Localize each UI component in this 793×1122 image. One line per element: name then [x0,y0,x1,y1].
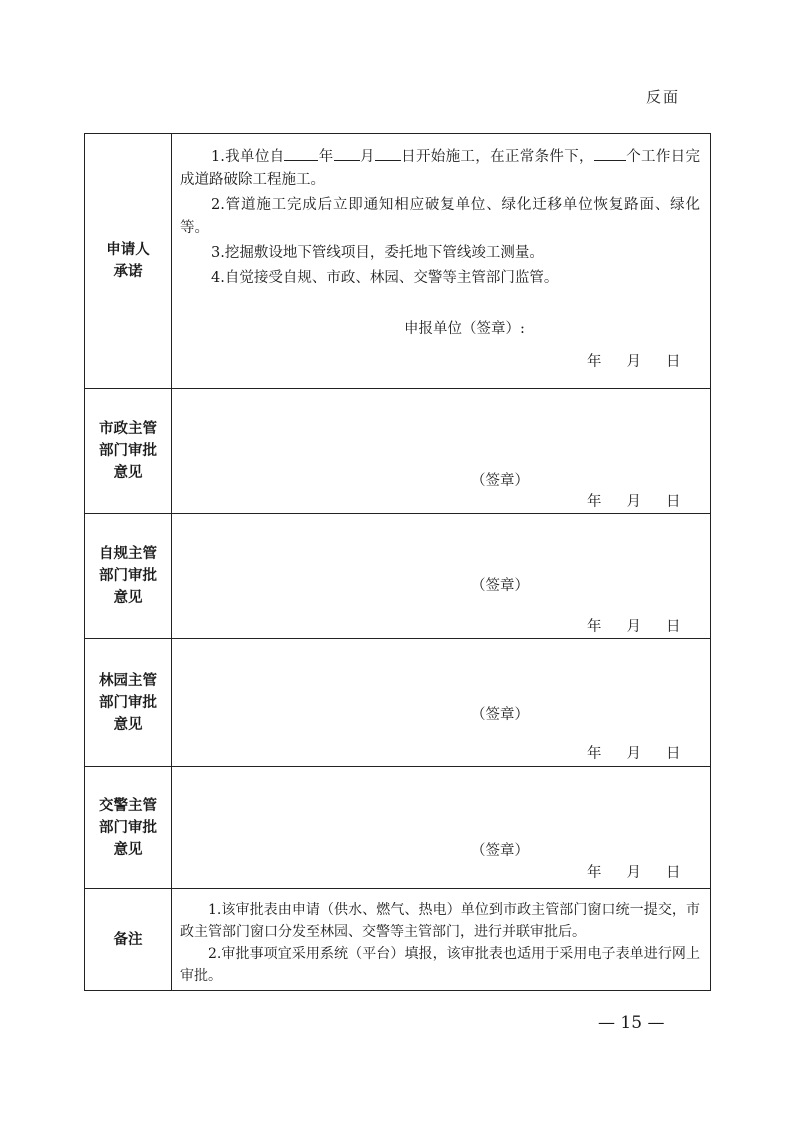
stamp-placeholder: （签章） [471,473,529,489]
date-year: 年 [587,494,602,510]
date-day: 日 [666,619,681,635]
row-applicant-commitment [85,134,711,389]
commitment-clause-2: 2.管道施工完成后立即通知相应破复单位、绿化迁移单位恢复路面、绿化等。 [180,197,700,236]
row-traffic-approval [85,767,711,889]
commitment-clause-1 [180,145,700,192]
row-remarks [85,889,711,991]
label-line: 部门审批 [99,568,157,584]
municipal-approval-content[interactable] [172,389,711,514]
remark-note-2: 2.审批事项宜采用系统（平台）填报，该审批表也适用于采用电子表单进行网上审批。 [180,946,700,984]
forestry-approval-content[interactable] [172,639,711,767]
clause-text: 日开始施工，在正常条件下， [400,149,594,165]
date-month: 月 [626,746,641,762]
approval-form-table [84,133,711,991]
row-planning-approval [85,514,711,639]
remarks-content [172,889,711,991]
blank-start-month[interactable] [334,145,360,161]
label-line: 意见 [113,841,143,858]
blank-start-day[interactable] [375,145,401,161]
planning-approval-content[interactable] [172,514,711,639]
date-year: 年 [587,354,602,370]
date-day: 日 [666,865,681,881]
label-line: 林园主管 [99,672,157,689]
planning-date-line [587,615,681,636]
label-line: 自规主管 [99,546,157,562]
row-municipal-approval [85,389,711,514]
label-line: 市政主管 [99,421,157,437]
label-line: 部门审批 [99,443,157,459]
label-line: 交警主管 [99,797,157,814]
label-forestry-approval [85,639,172,767]
label-traffic-approval [85,767,172,889]
label-line: 意见 [113,465,143,481]
date-year: 年 [587,865,602,881]
stamp-placeholder: （签章） [471,578,529,594]
page-number: — 15 — [598,1013,665,1033]
date-month: 月 [626,619,641,635]
date-day: 日 [666,494,681,510]
stamp-placeholder: （签章） [471,707,529,723]
traffic-date-line [587,861,681,882]
stamp-placeholder: （签章） [471,843,529,859]
label-municipal-approval [85,389,172,514]
label-line: 申请人 [106,242,150,258]
applicant-signature-label: 申报单位（签章）: [404,321,525,337]
blank-work-days[interactable] [594,145,626,161]
blank-start-year[interactable] [284,145,318,161]
commitment-clause-3: 3.挖掘敷设地下管线项目，委托地下管线竣工测量。 [211,245,544,261]
commitment-clause-4: 4.自觉接受自规、市政、林园、交警等主管部门监管。 [211,270,559,286]
clause-text: 年 [318,149,334,165]
date-month: 月 [626,354,641,370]
forestry-date-line [587,742,681,763]
label-line: 意见 [113,590,143,606]
clause-text: 个工作日完成道路破除工程施工。 [180,149,701,188]
label-planning-approval [85,514,172,639]
label-applicant-commitment [85,134,172,389]
remark-note-1: 1.该审批表由申请（供水、燃气、热电）单位到市政主管部门窗口统一提交，市政主管部门窗口分发至林园、交警等主管部门，进行并联审批后。 [180,902,700,940]
traffic-approval-content[interactable] [172,767,711,889]
label-remarks [85,889,172,991]
applicant-date-line [587,350,681,371]
label-line: 部门审批 [99,694,157,711]
date-month: 月 [626,865,641,881]
date-day: 日 [666,746,681,762]
date-year: 年 [587,746,602,762]
page-side-label: 反面 [646,88,681,106]
label-line: 备注 [113,931,143,948]
label-line: 承诺 [113,264,143,280]
label-line: 意见 [113,716,143,733]
applicant-commitment-content [172,134,711,389]
date-year: 年 [587,619,602,635]
row-forestry-approval [85,639,711,767]
date-day: 日 [666,354,681,370]
municipal-date-line [587,490,681,511]
date-month: 月 [626,494,641,510]
label-line: 部门审批 [99,819,157,836]
clause-text: 月 [359,149,375,165]
clause-text: 1.我单位自 [211,149,285,165]
